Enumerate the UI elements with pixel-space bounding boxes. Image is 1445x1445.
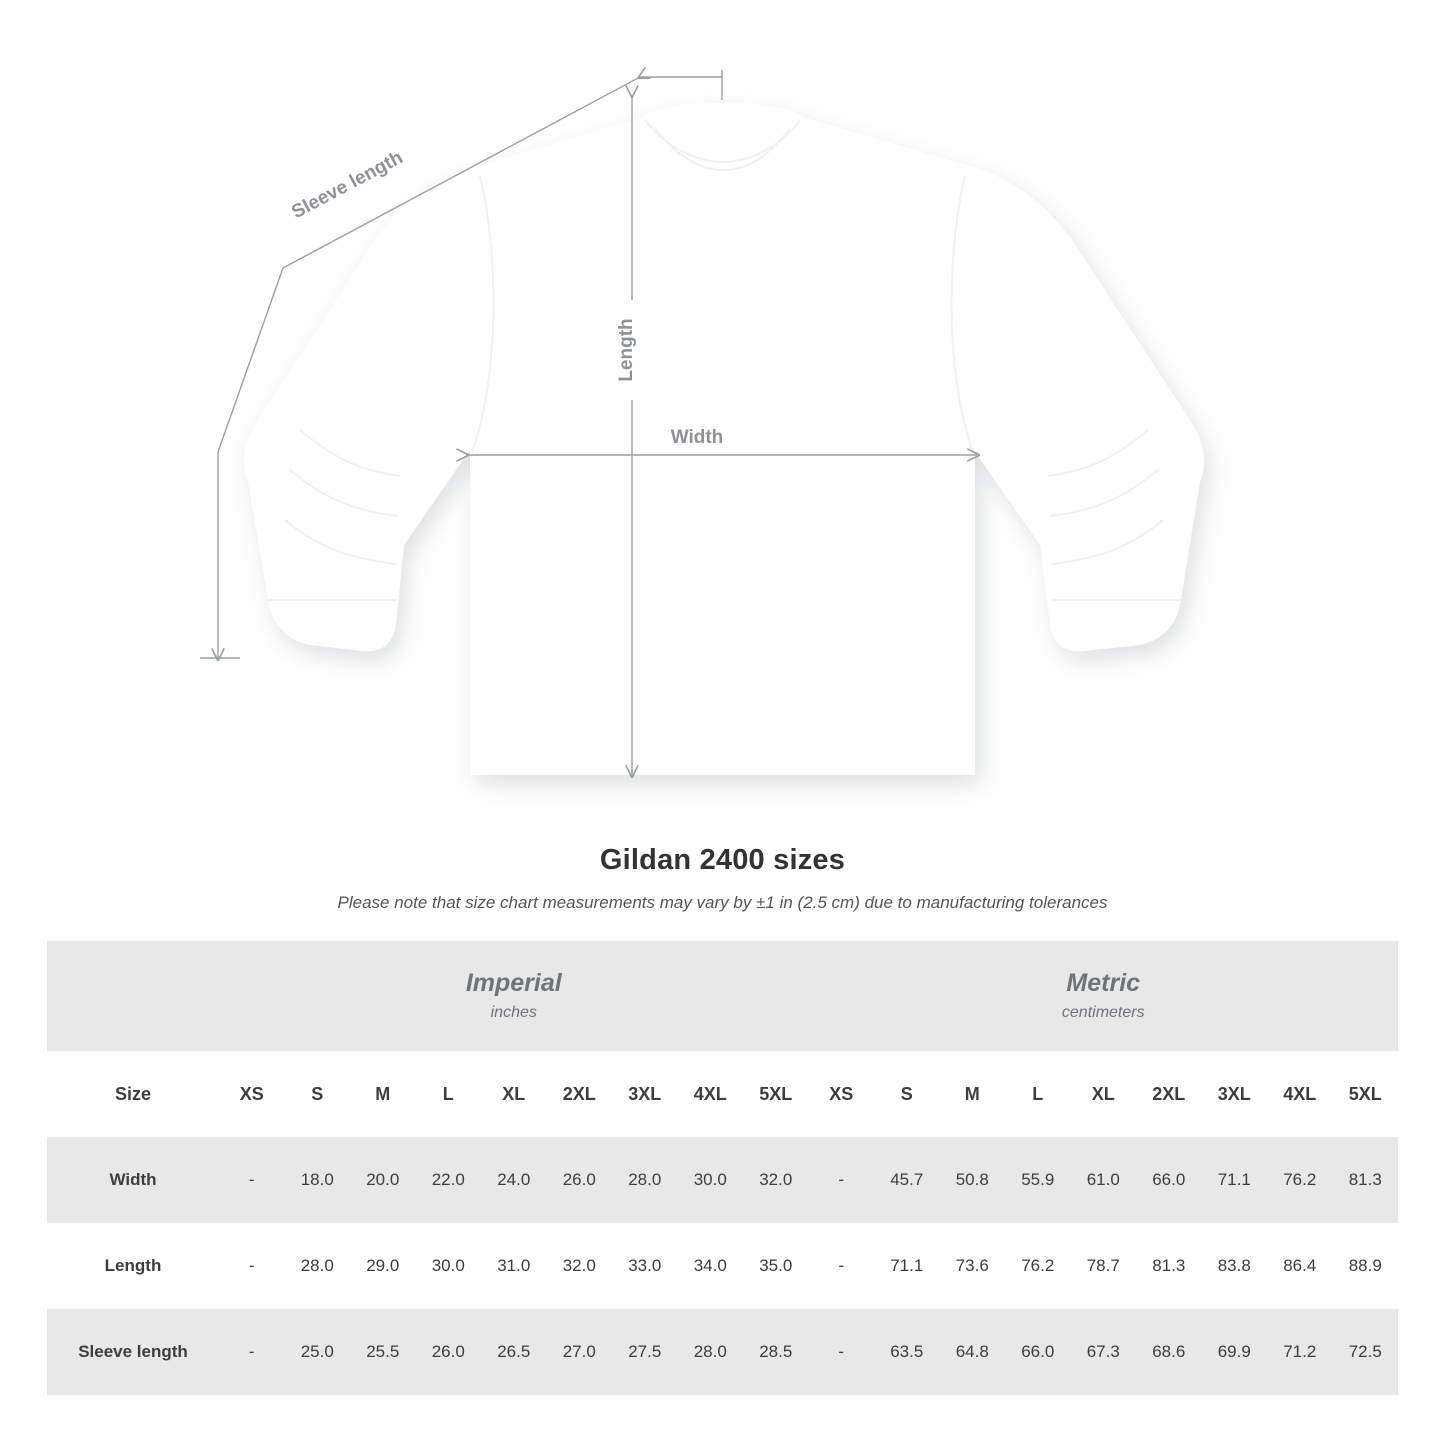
cell-imperial-3xl: 28.0 xyxy=(612,1137,678,1223)
size-header-metric-2xl: 2XL xyxy=(1136,1051,1202,1137)
cell-metric-5xl: 81.3 xyxy=(1333,1137,1399,1223)
cell-metric-3xl: 71.1 xyxy=(1202,1137,1268,1223)
size-header-metric-xl: XL xyxy=(1071,1051,1137,1137)
size-header-imperial-3xl: 3XL xyxy=(612,1051,678,1137)
size-header-imperial-m: M xyxy=(350,1051,416,1137)
size-header-metric-5xl: 5XL xyxy=(1333,1051,1399,1137)
cell-metric-m: 73.6 xyxy=(940,1223,1006,1309)
cell-imperial-4xl: 34.0 xyxy=(678,1223,744,1309)
cell-metric-2xl: 66.0 xyxy=(1136,1137,1202,1223)
unit-header-row xyxy=(47,941,1398,1051)
cell-metric-s: 45.7 xyxy=(874,1137,940,1223)
cell-imperial-s: 18.0 xyxy=(285,1137,351,1223)
cell-metric-xl: 61.0 xyxy=(1071,1137,1137,1223)
cell-imperial-3xl: 33.0 xyxy=(612,1223,678,1309)
title-block xyxy=(0,844,1445,913)
size-header-metric-s: S xyxy=(874,1051,940,1137)
cell-metric-xs: - xyxy=(809,1223,875,1309)
cell-metric-l: 66.0 xyxy=(1005,1309,1071,1395)
size-header-imperial-s: S xyxy=(285,1051,351,1137)
cell-metric-5xl: 72.5 xyxy=(1333,1309,1399,1395)
unit-header-spacer xyxy=(47,941,219,1051)
cell-imperial-m: 20.0 xyxy=(350,1137,416,1223)
width-label: Width xyxy=(670,427,724,448)
cell-imperial-s: 25.0 xyxy=(285,1309,351,1395)
size-chart-table xyxy=(47,941,1398,1395)
size-header-imperial-2xl: 2XL xyxy=(547,1051,613,1137)
cell-imperial-5xl: 32.0 xyxy=(743,1137,809,1223)
size-header-metric-l: L xyxy=(1005,1051,1071,1137)
size-header-metric-3xl: 3XL xyxy=(1202,1051,1268,1137)
cell-metric-2xl: 68.6 xyxy=(1136,1309,1202,1395)
size-header-metric-xs: XS xyxy=(809,1051,875,1137)
cell-metric-l: 55.9 xyxy=(1005,1137,1071,1223)
cell-metric-l: 76.2 xyxy=(1005,1223,1071,1309)
size-header-metric-4xl: 4XL xyxy=(1267,1051,1333,1137)
cell-metric-m: 64.8 xyxy=(940,1309,1006,1395)
cell-imperial-5xl: 35.0 xyxy=(743,1223,809,1309)
cell-imperial-l: 22.0 xyxy=(416,1137,482,1223)
table-row xyxy=(47,1309,1398,1395)
size-header-imperial-xl: XL xyxy=(481,1051,547,1137)
cell-metric-3xl: 83.8 xyxy=(1202,1223,1268,1309)
cell-metric-2xl: 81.3 xyxy=(1136,1223,1202,1309)
row-label-sleeve-length: Sleeve length xyxy=(47,1309,219,1395)
unit-name: Metric xyxy=(1066,969,1141,998)
size-table-wrapper xyxy=(47,941,1398,1395)
size-header-row xyxy=(47,1051,1398,1137)
cell-metric-m: 50.8 xyxy=(940,1137,1006,1223)
size-header-imperial-5xl: 5XL xyxy=(743,1051,809,1137)
cell-imperial-l: 30.0 xyxy=(416,1223,482,1309)
cell-imperial-l: 26.0 xyxy=(416,1309,482,1395)
unit-subtitle: centimeters xyxy=(1061,1003,1145,1021)
row-label-width: Width xyxy=(47,1137,219,1223)
sleeve-length-label: Sleeve length xyxy=(288,147,407,224)
cell-metric-xs: - xyxy=(809,1137,875,1223)
size-header-imperial-l: L xyxy=(416,1051,482,1137)
cell-metric-xl: 78.7 xyxy=(1071,1223,1137,1309)
cell-imperial-2xl: 26.0 xyxy=(547,1137,613,1223)
cell-imperial-xl: 31.0 xyxy=(481,1223,547,1309)
cell-imperial-xs: - xyxy=(219,1223,285,1309)
size-header-imperial-xs: XS xyxy=(219,1051,285,1137)
cell-imperial-4xl: 28.0 xyxy=(678,1309,744,1395)
cell-metric-4xl: 71.2 xyxy=(1267,1309,1333,1395)
cell-imperial-m: 29.0 xyxy=(350,1223,416,1309)
cell-metric-xs: - xyxy=(809,1309,875,1395)
cell-imperial-s: 28.0 xyxy=(285,1223,351,1309)
cell-imperial-4xl: 30.0 xyxy=(678,1137,744,1223)
cell-metric-4xl: 86.4 xyxy=(1267,1223,1333,1309)
size-header-imperial-4xl: 4XL xyxy=(678,1051,744,1137)
page-title: Gildan 2400 sizes xyxy=(599,844,846,876)
cell-metric-5xl: 88.9 xyxy=(1333,1223,1399,1309)
size-header-metric-m: M xyxy=(940,1051,1006,1137)
cell-metric-s: 71.1 xyxy=(874,1223,940,1309)
cell-imperial-m: 25.5 xyxy=(350,1309,416,1395)
unit-subtitle: inches xyxy=(490,1003,537,1021)
cell-imperial-5xl: 28.5 xyxy=(743,1309,809,1395)
cell-imperial-3xl: 27.5 xyxy=(612,1309,678,1395)
row-label-length: Length xyxy=(47,1223,219,1309)
cell-imperial-xl: 24.0 xyxy=(481,1137,547,1223)
size-header-label: Size xyxy=(47,1051,219,1137)
unit-header-metric xyxy=(809,941,1399,1051)
cell-metric-s: 63.5 xyxy=(874,1309,940,1395)
cell-imperial-2xl: 27.0 xyxy=(547,1309,613,1395)
cell-metric-3xl: 69.9 xyxy=(1202,1309,1268,1395)
unit-header-imperial xyxy=(219,941,809,1051)
cell-metric-xl: 67.3 xyxy=(1071,1309,1137,1395)
table-row xyxy=(47,1223,1398,1309)
cell-metric-4xl: 76.2 xyxy=(1267,1137,1333,1223)
length-label: Length xyxy=(616,318,637,382)
tolerance-note: Please note that size chart measurements may vary by ±1 in (2.5 cm) due to manufacturing tolerances xyxy=(337,893,1108,912)
cell-imperial-xs: - xyxy=(219,1137,285,1223)
cell-imperial-2xl: 32.0 xyxy=(547,1223,613,1309)
cell-imperial-xl: 26.5 xyxy=(481,1309,547,1395)
cell-imperial-xs: - xyxy=(219,1309,285,1395)
table-row xyxy=(47,1137,1398,1223)
unit-name: Imperial xyxy=(465,969,562,998)
